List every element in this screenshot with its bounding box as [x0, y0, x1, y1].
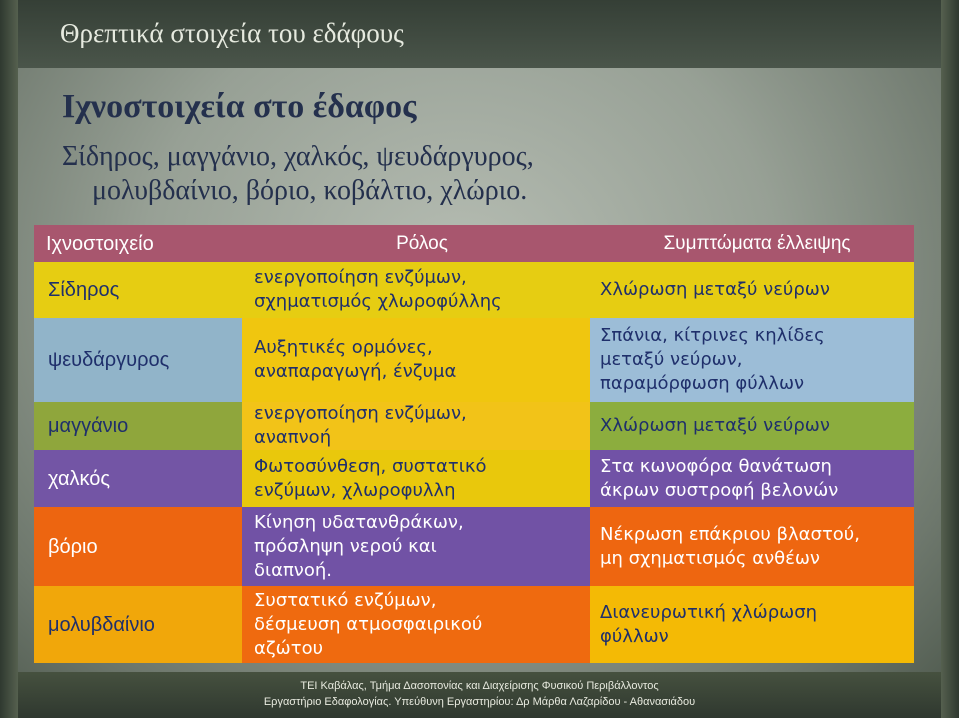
cell-symptoms	[590, 318, 914, 402]
header-symptoms: Συμπτώματα έλλειψης	[590, 225, 914, 262]
table-row	[34, 262, 914, 318]
cell-role	[242, 318, 590, 402]
symptom-line: Χλώρωση μεταξύ νεύρων	[600, 279, 830, 300]
cell-role	[242, 507, 590, 586]
role-line: διαπνοή.	[254, 559, 333, 581]
cell-role	[242, 450, 590, 507]
symptom-line: Χλώρωση μεταξύ νεύρων	[600, 415, 830, 436]
role-line: δέσμευση ατμοσφαιρικού	[254, 613, 483, 635]
footer	[0, 678, 959, 710]
symptom-line: Διανευρωτική χλώρωση	[600, 601, 818, 623]
cell-symptoms	[590, 262, 914, 318]
header-title: Θρεπτικά στοιχεία του εδάφους	[60, 18, 404, 48]
slide-left-border	[0, 0, 18, 718]
table-row	[34, 586, 914, 663]
footer-line-1: ΤΕΙ Καβάλας, Τμήμα Δασοπονίας και Διαχείρισης Φυσικού Περιβάλλοντος	[300, 680, 659, 692]
symptom-line: μεταξύ νεύρων,	[600, 349, 743, 370]
table-row	[34, 318, 914, 402]
cell-role	[242, 262, 590, 318]
symptom-line: Στα κωνοφόρα θανάτωση	[600, 455, 832, 477]
role-line: πρόσληψη νερού και	[254, 535, 437, 557]
cell-element: μαγγάνιο	[34, 402, 242, 450]
cell-element: χαλκός	[34, 450, 242, 507]
role-line: αναπαραγωγή, ένζυμα	[254, 361, 457, 382]
role-line: ενεργοποίηση ενζύμων,	[254, 403, 467, 424]
cell-symptoms	[590, 507, 914, 586]
footer-line-2: Εργαστήριο Εδαφολογίας. Υπεύθυνη Εργαστηρίου: Δρ Μάρθα Λαζαρίδου - Αθανασιάδου	[263, 696, 696, 708]
cell-symptoms	[590, 586, 914, 663]
cell-element: μολυβδαίνιο	[34, 586, 242, 663]
cell-role	[242, 402, 590, 450]
cell-symptoms	[590, 450, 914, 507]
symptom-line: μη σχηματισμός ανθέων	[600, 547, 820, 569]
table-row	[34, 450, 914, 507]
subtitle-line-2: μολυβδαίνιο, βόριο, κοβάλτιο, χλώριο.	[92, 175, 528, 206]
cell-element: βόριο	[34, 507, 242, 586]
role-line: Κίνηση υδατανθράκων,	[254, 511, 464, 533]
symptom-line: άκρων συστροφή βελονών	[600, 479, 839, 501]
symptom-line: παραμόρφωση φύλλων	[600, 373, 805, 394]
role-line: σχηματισμός χλωροφύλλης	[254, 291, 502, 312]
symptom-line: φύλλων	[600, 625, 669, 647]
symptom-line: Νέκρωση επάκριου βλαστού,	[600, 523, 860, 545]
slide-right-border	[941, 0, 959, 718]
header-role: Ρόλος	[242, 225, 590, 262]
role-line: ενζύμων, χλωροφυλλη	[254, 479, 456, 501]
table-row	[34, 507, 914, 586]
cell-element: Σίδηρος	[34, 262, 242, 318]
cell-role	[242, 586, 590, 663]
role-line: ενεργοποίηση ενζύμων,	[254, 267, 467, 288]
table-row	[34, 402, 914, 450]
table-header-row	[34, 225, 914, 262]
header-element: Ιχνοστοιχείο	[34, 225, 242, 262]
role-line: αζώτου	[254, 637, 323, 659]
role-line: Συστατικό ενζύμων,	[254, 589, 437, 611]
subtitle	[62, 140, 762, 208]
symptom-line: Σπάνια, κίτρινες κηλίδες	[600, 325, 825, 346]
role-line: Φωτοσύνθεση, συστατικό	[254, 455, 487, 477]
cell-symptoms	[590, 402, 914, 450]
trace-elements-table	[34, 225, 914, 663]
page-title: Ιχνοστοιχεία στο έδαφος	[62, 88, 417, 125]
role-line: αναπνοή	[254, 427, 332, 448]
cell-element: ψευδάργυρος	[34, 318, 242, 402]
subtitle-line-1: Σίδηρος, μαγγάνιο, χαλκός, ψευδάργυρος,	[62, 141, 534, 172]
role-line: Αυξητικές ορμόνες,	[254, 337, 433, 358]
